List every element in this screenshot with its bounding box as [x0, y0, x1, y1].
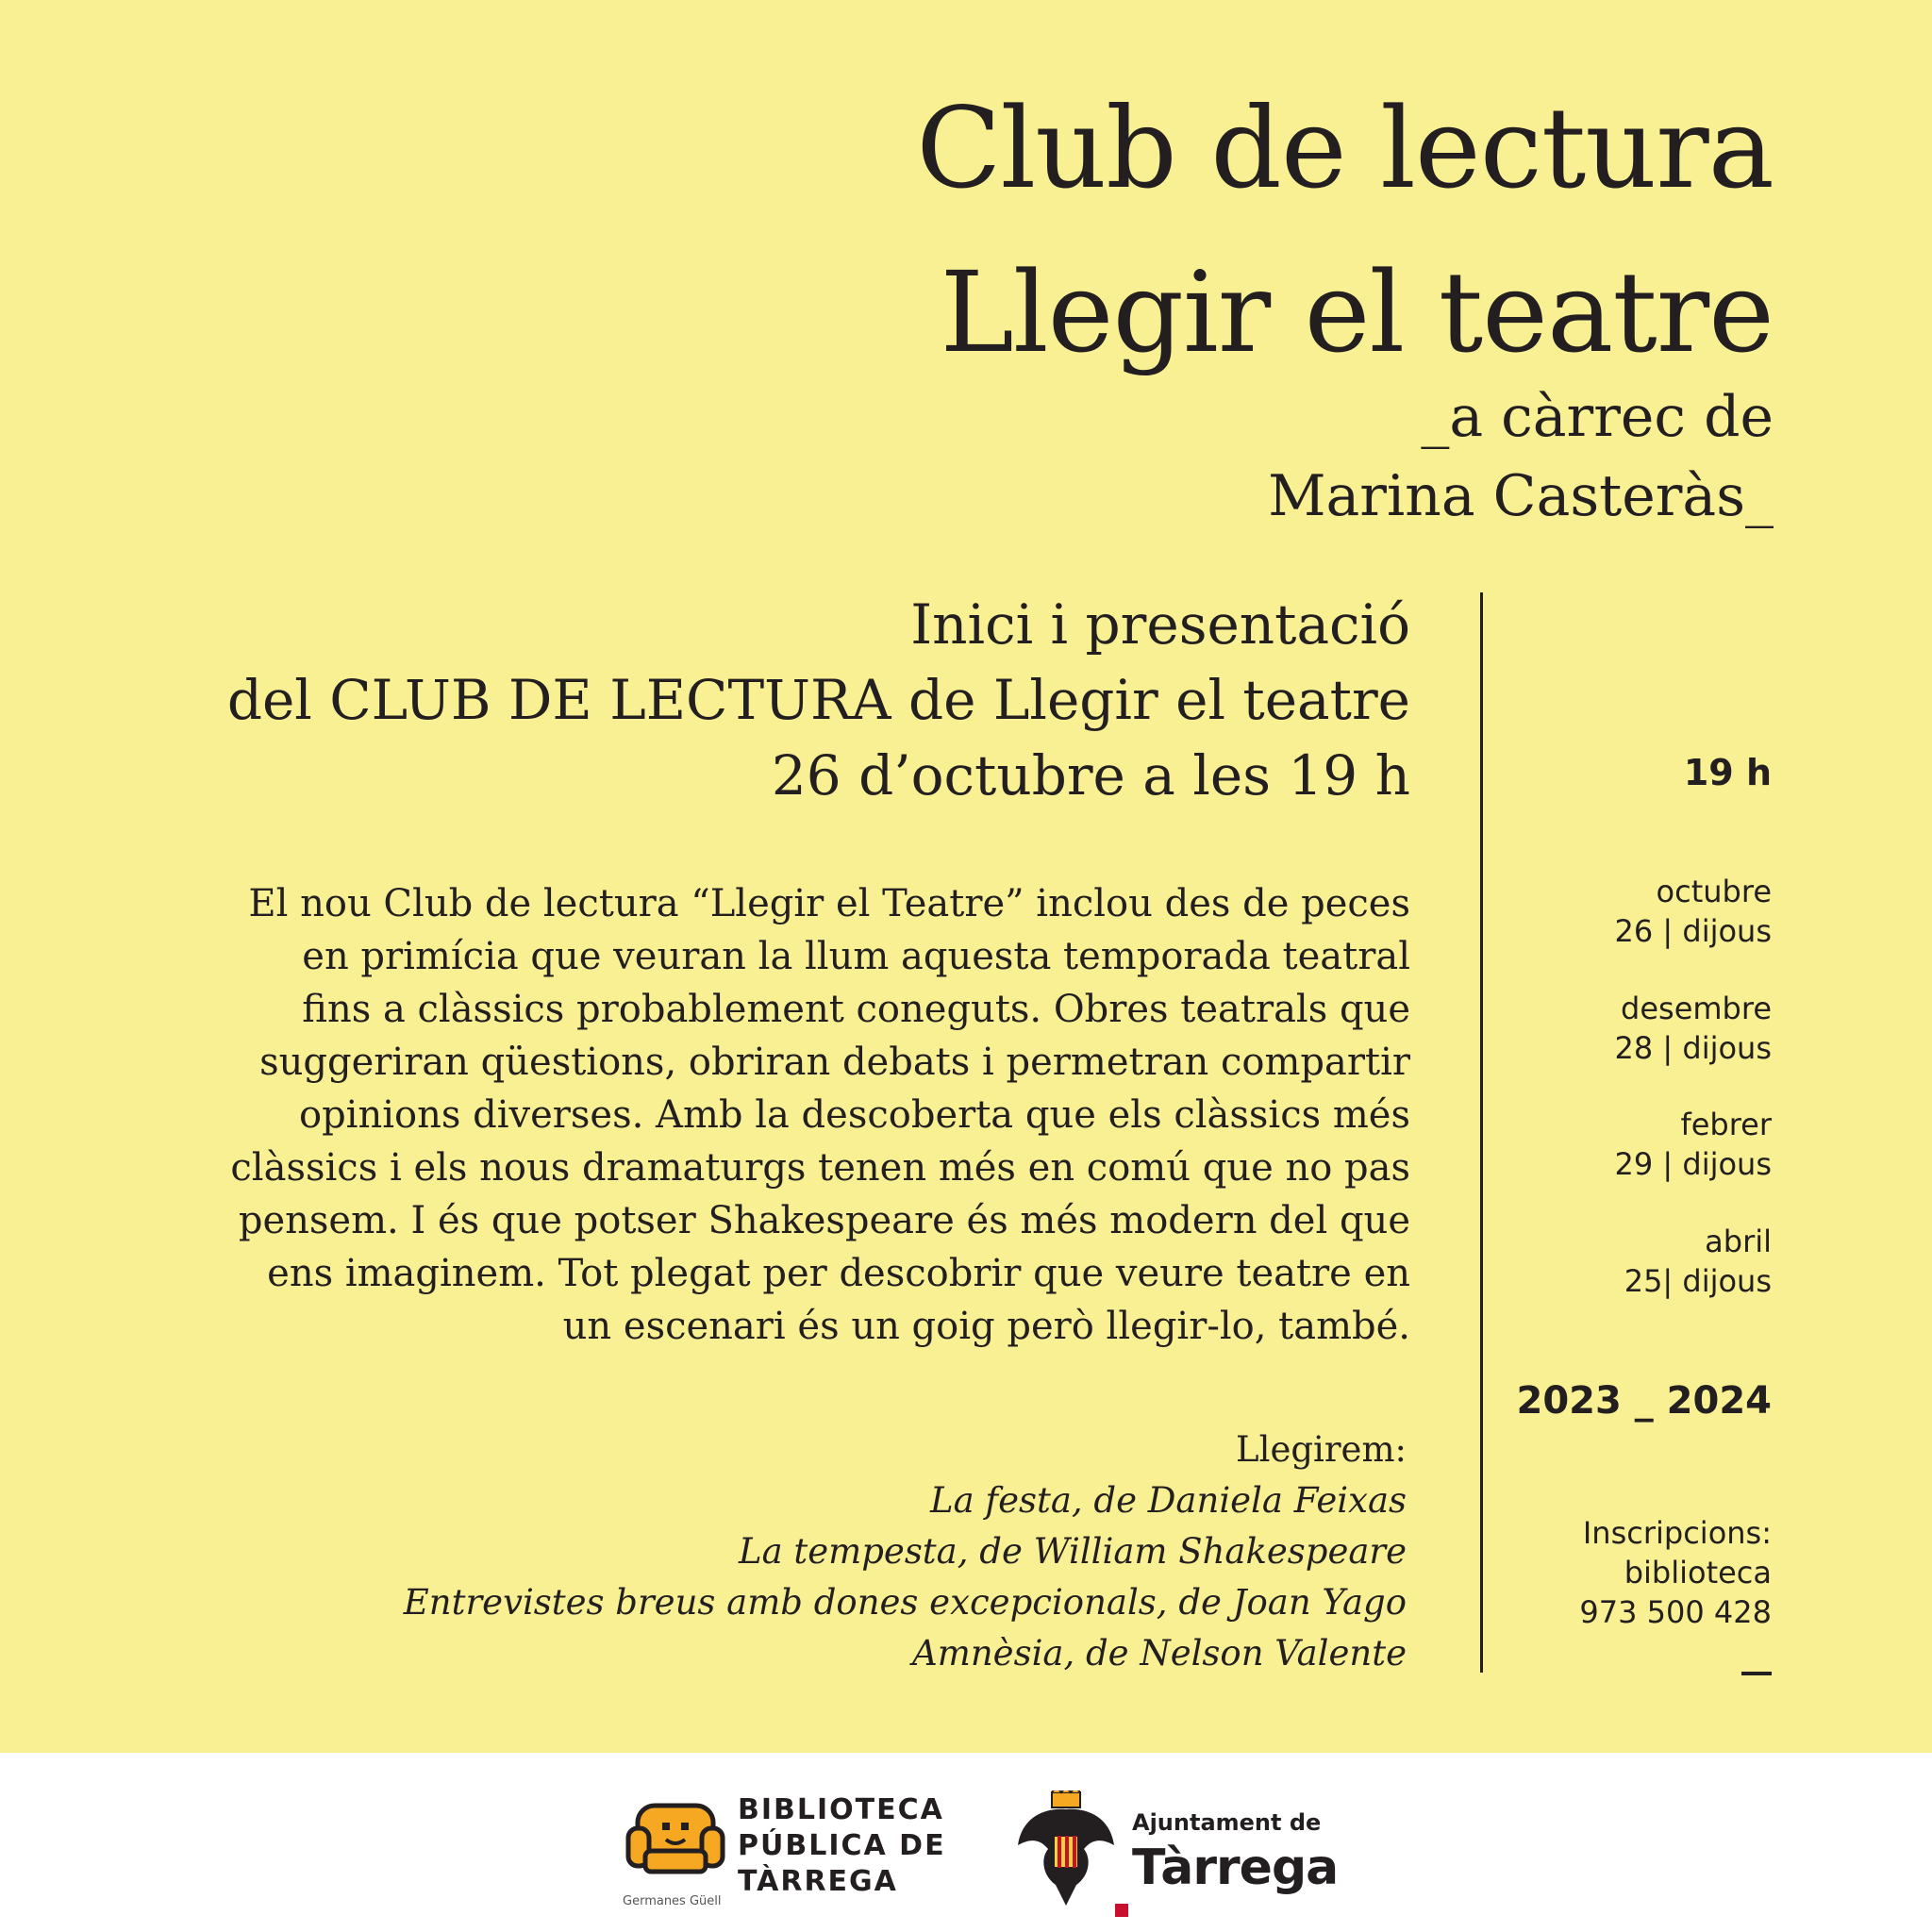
book-item: Amnèsia, de Nelson Valente: [912, 1633, 1407, 1674]
hour-label: 19 h: [1683, 752, 1772, 793]
council-name-big: Tàrrega: [1132, 1840, 1339, 1896]
reading-heading: Llegirem:: [1236, 1429, 1407, 1470]
season-label: 2023 _ 2024: [1516, 1379, 1772, 1423]
intro-line-1: Inici i presentació: [910, 592, 1410, 657]
date-day: 26 | dijous: [1614, 913, 1772, 949]
library-name: [738, 1792, 946, 1900]
description-line: ens imaginem. Tot plegat per descobrir que veure teatre en: [267, 1252, 1410, 1295]
poster-title: [916, 66, 1774, 394]
date-day: 29 | dijous: [1614, 1146, 1772, 1182]
byline-line-1: _a càrrec de: [1421, 384, 1774, 450]
coat-of-arms-icon: [1014, 1790, 1118, 1908]
intro-line-3: 26 d’octubre a les 19 h: [771, 743, 1410, 808]
description-line: en primícia que veuran la llum aquesta temporada teatral: [302, 935, 1410, 978]
library-name-line: BIBLIOTECA: [738, 1793, 944, 1826]
date-day: 25| dijous: [1624, 1263, 1772, 1299]
date-entry: [1624, 1222, 1772, 1301]
date-entry: [1615, 872, 1772, 951]
council-accent-square: [1115, 1904, 1128, 1917]
sofa-logo-icon: [625, 1800, 726, 1885]
footer-logos: [0, 1753, 1932, 1932]
inscriptions-place: biblioteca: [1624, 1555, 1772, 1591]
reading-list: [404, 1424, 1407, 1679]
library-name-line: PÚBLICA DE: [738, 1829, 946, 1862]
intro-line-2: del CLUB DE LECTURA de Llegir el teatre: [226, 668, 1410, 732]
description-line: clàssics i els nous dramaturgs tenen més en comú que no pas: [230, 1146, 1410, 1190]
date-month: abril: [1705, 1224, 1772, 1259]
description-line: un escenari és un goig però llegir-lo, també.: [562, 1305, 1410, 1348]
inscriptions-phone: 973 500 428: [1579, 1594, 1772, 1630]
library-subtitle: Germanes Güell: [623, 1894, 722, 1908]
description-line: fins a clàssics probablement coneguts. Obres teatrals que: [302, 988, 1410, 1031]
session-hour: [1684, 753, 1772, 792]
title-line-1: Club de lectura: [916, 83, 1774, 213]
title-line-2: Llegir el teatre: [940, 247, 1774, 377]
description-line: pensem. I és que potser Shakespeare és més modern del que: [238, 1199, 1410, 1242]
vertical-divider: [1480, 592, 1483, 1673]
library-name-line: TÀRREGA: [738, 1865, 898, 1898]
book-item: La tempesta, de William Shakespeare: [739, 1531, 1407, 1572]
inscriptions-label: Inscripcions:: [1582, 1515, 1772, 1551]
date-month: desembre: [1621, 991, 1772, 1026]
closing-dash: [1741, 1672, 1772, 1675]
inscriptions-info: [1579, 1513, 1772, 1632]
book-item: La festa, de Daniela Feixas: [930, 1480, 1407, 1521]
description-line: suggeriran qüestions, obriran debats i permetran compartir: [259, 1041, 1410, 1084]
date-month: octubre: [1656, 874, 1772, 909]
description-line: El nou Club de lectura “Llegir el Teatre” inclou des de peces: [248, 882, 1410, 925]
date-month: febrer: [1680, 1107, 1772, 1142]
season-years: [1516, 1381, 1772, 1421]
date-entry: [1615, 989, 1772, 1068]
book-item: Entrevistes breus amb dones excepcionals, de Joan Yago: [403, 1582, 1407, 1623]
council-name-small: Ajuntament de: [1132, 1809, 1322, 1836]
description-line: opinions diverses. Amb la descoberta que els clàssics més: [298, 1093, 1410, 1137]
date-day: 28 | dijous: [1614, 1030, 1772, 1066]
byline-line-2: Marina Casteràs_: [1268, 463, 1774, 529]
date-entry: [1615, 1105, 1772, 1184]
intro-heading: [227, 587, 1410, 813]
description: [0, 877, 1410, 1353]
byline: [1268, 377, 1774, 536]
